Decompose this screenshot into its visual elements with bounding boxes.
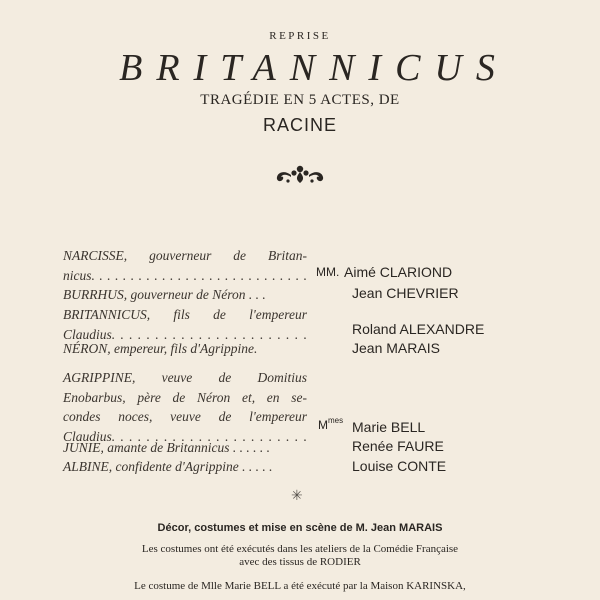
- actor-name: Jean MARAIS: [352, 340, 440, 356]
- role-description: JUNIE, amante de Britannicus . . . . . .: [63, 440, 270, 455]
- role-description: ALBINE, confidente d'Agrippine . . . . .: [63, 459, 273, 474]
- asterisk-separator-icon: ✳: [291, 488, 303, 504]
- costume-note-marie-bell: Le costume de Mlle Marie BELL a été exécuté par la Maison KARINSKA,: [134, 580, 466, 592]
- actor-name: Marie BELL: [352, 419, 426, 435]
- honorific-prefix: MM.: [316, 265, 340, 279]
- role-description: BRITANNICUS, fils de l'empereur Claudius. . . . . . . . . . . . . . . . . . . . . . .: [63, 307, 307, 342]
- actor-name: Roland ALEXANDRE: [352, 321, 485, 337]
- role-description: AGRIPPINE, veuve de Domitius Enobarbus, père de Néron et, en se- condes noces, veuve de l'empereur Claudius. . . . . . . . . . . . . . . . . . . . . . .: [63, 370, 307, 444]
- role-description: NÉRON, empereur, fils d'Agrippine.: [63, 341, 258, 356]
- honorific-prefix: $M^{mes}$: [318, 416, 344, 432]
- author-name: RACINE: [262, 115, 337, 135]
- actor-name: Jean CHEVRIER: [352, 285, 459, 301]
- play-title: BRITANNICUS: [119, 47, 509, 89]
- costume-note: Les costumes ont été exécutés dans les ateliers de la Comédie Française avec des tissus de RODIER: [141, 543, 459, 568]
- actor-name: Aimé CLARIOND: [344, 264, 453, 280]
- role-description: BURRHUS, gouverneur de Néron . . .: [63, 287, 266, 302]
- role-description: NARCISSE, gouverneur de Britan- nicus. . . . . . . . . . . . . . . . . . . . . . . . . . . .: [63, 248, 307, 283]
- play-subtitle: TRAGÉDIE EN 5 ACTES, DE: [200, 92, 400, 108]
- fleuron-ornament-icon: [273, 164, 327, 186]
- decor-credit: Décor, costumes et mise en scène de M. Jean MARAIS: [157, 522, 443, 534]
- actor-name: Renée FAURE: [352, 438, 444, 454]
- reprise-label: REPRISE: [269, 30, 331, 42]
- actor-name: Louise CONTE: [352, 458, 447, 474]
